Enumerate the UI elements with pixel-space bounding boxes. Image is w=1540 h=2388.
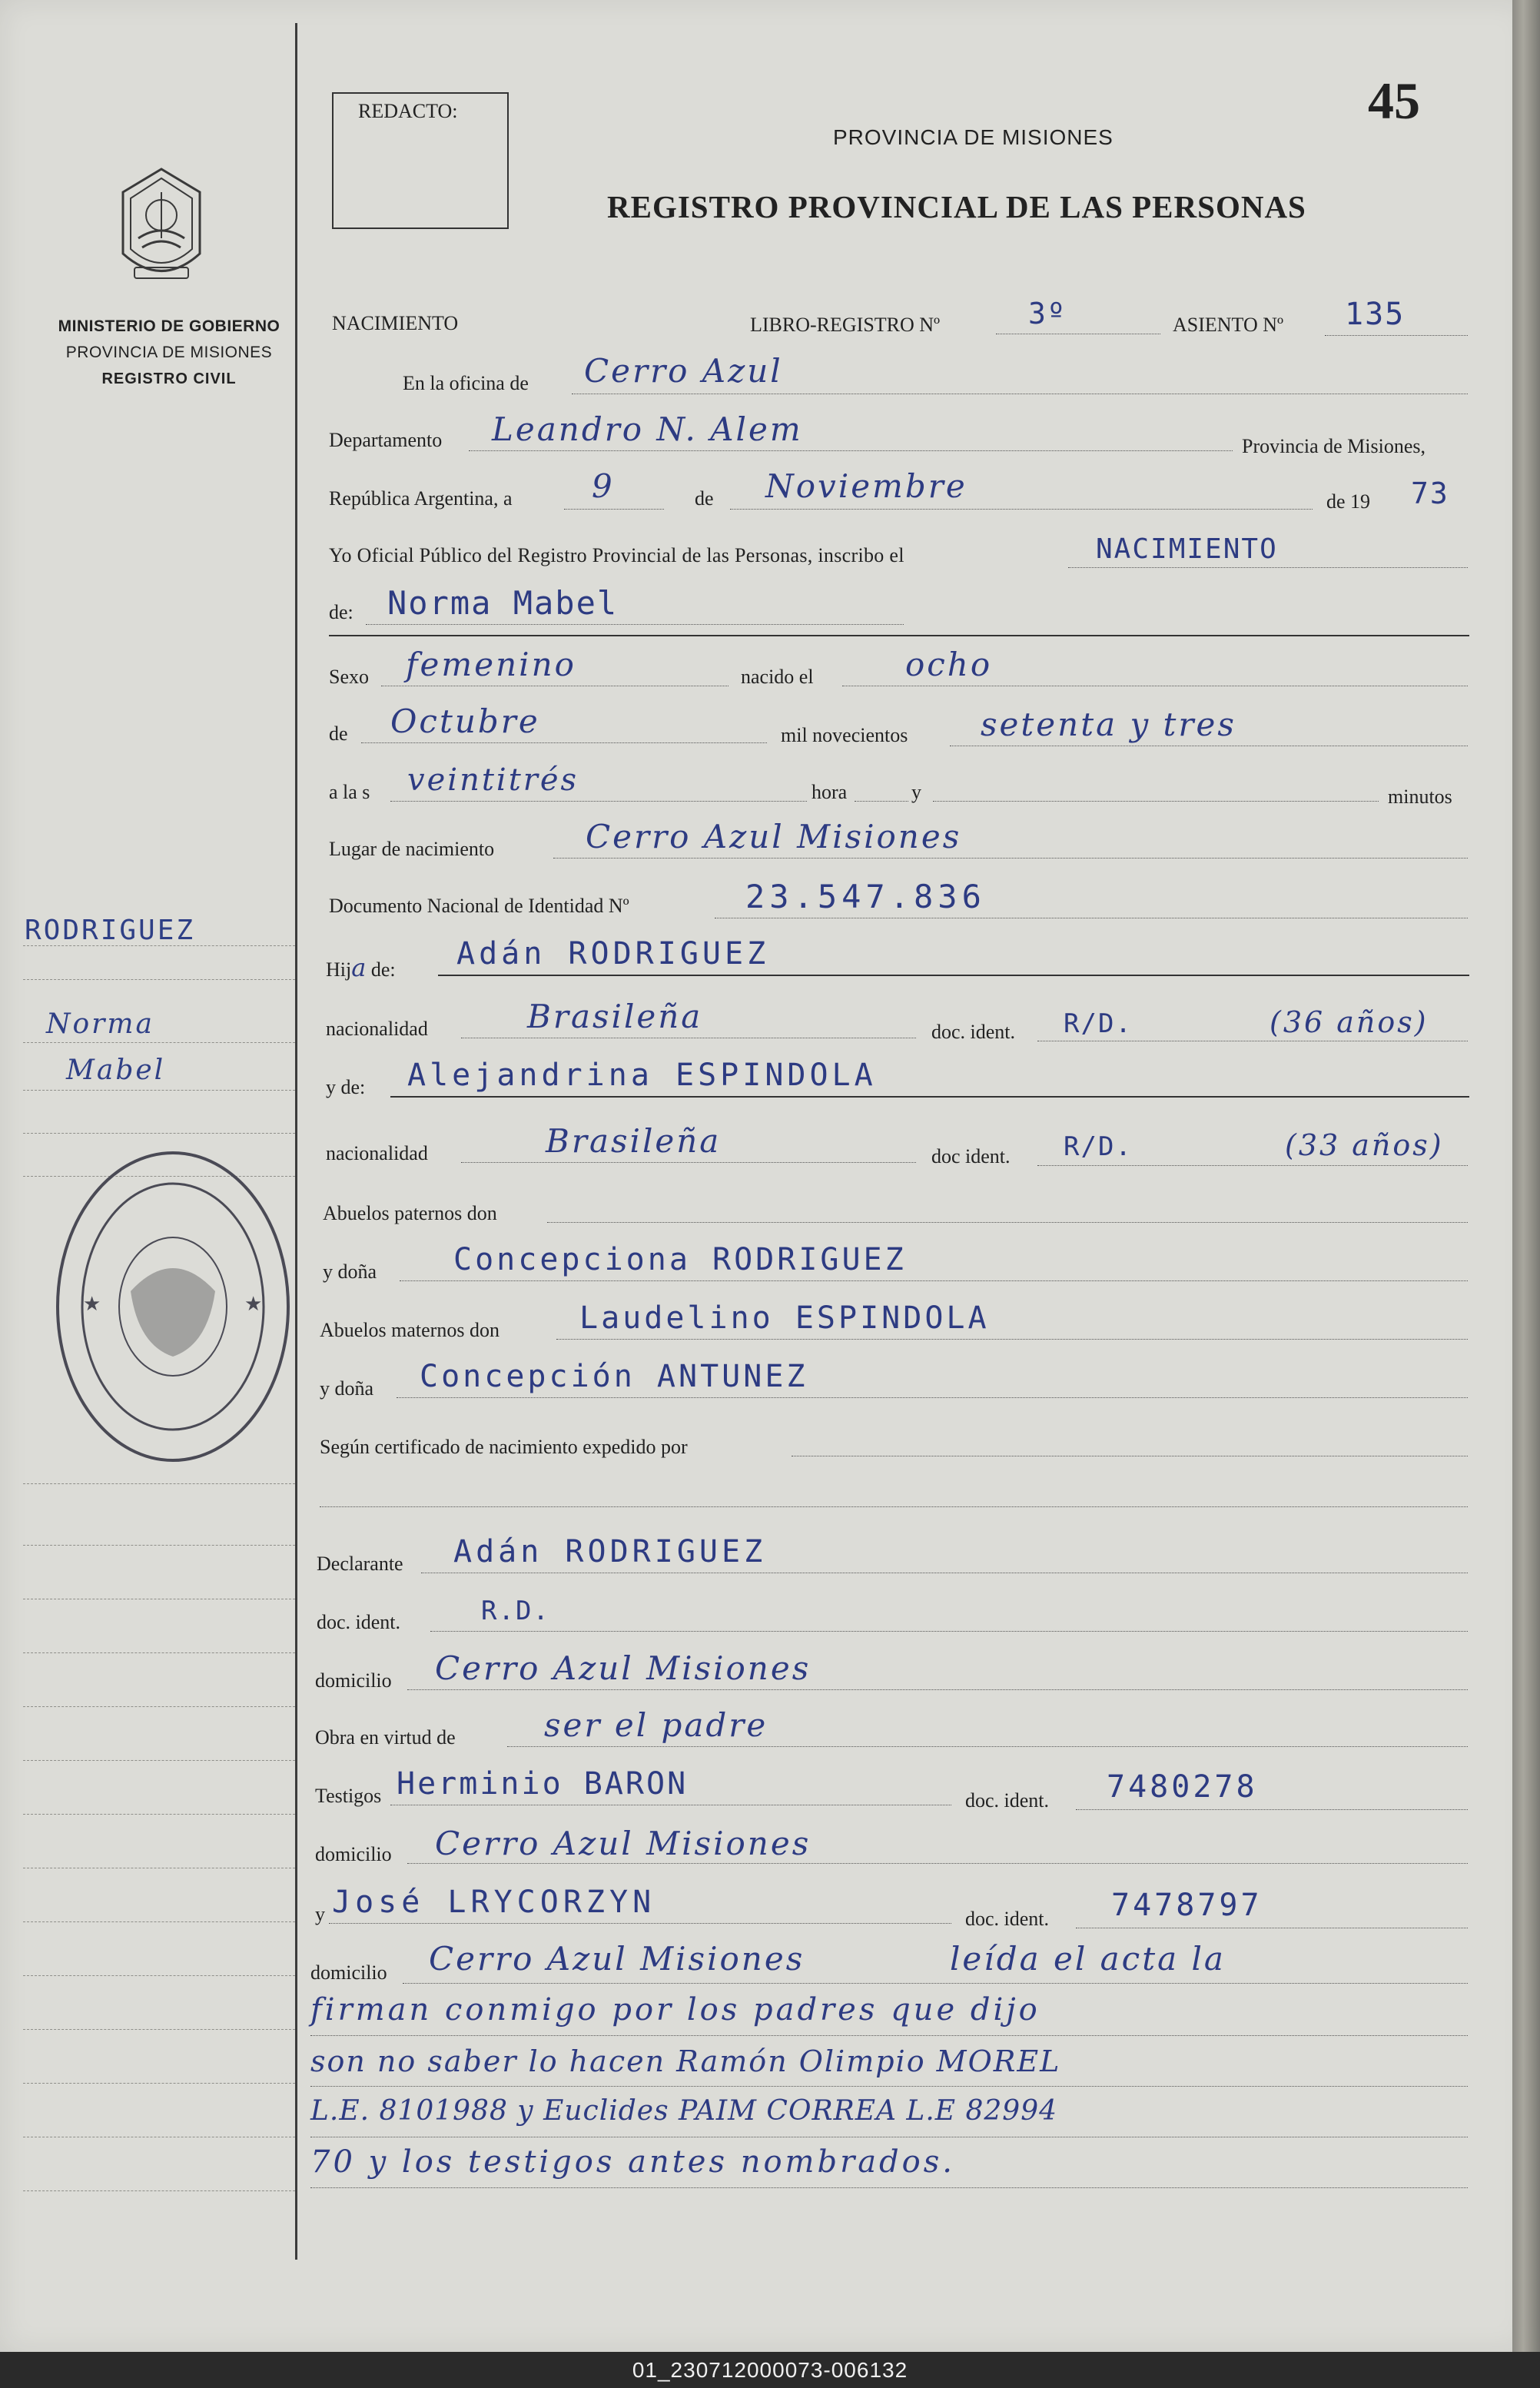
image-id-label: 01_230712000073-006132 bbox=[632, 2358, 908, 2382]
docid-3-value: R.D. bbox=[481, 1596, 550, 1626]
hijo-label-b: a bbox=[351, 953, 367, 982]
margin-surname: RODRIGUEZ bbox=[25, 915, 196, 946]
hijo-label bbox=[326, 953, 396, 982]
ministry-line3: REGISTRO CIVIL bbox=[101, 370, 237, 387]
libro-label: LIBRO-REGISTRO Nº bbox=[750, 314, 941, 336]
de-label: de bbox=[695, 487, 714, 510]
notes-line-4: L.E. 8101988 y Euclides PAIM CORREA L.E 82994 bbox=[310, 2095, 1058, 2127]
notes-line-3: son no saber lo hacen Ramón Olimpio MOREL bbox=[310, 2044, 1061, 2078]
notes-line-1: leída el acta la bbox=[950, 1940, 1226, 1978]
provincial-emblem-icon bbox=[108, 161, 215, 292]
docid-1-value: R/D. bbox=[1064, 1008, 1133, 1039]
de-nombre-label: de: bbox=[329, 601, 353, 623]
padre-value: Adán RODRIGUEZ bbox=[456, 936, 770, 971]
domicilio-2-value: Cerro Azul Misiones bbox=[435, 1825, 811, 1862]
nacionalidad-2-label: nacionalidad bbox=[326, 1142, 428, 1164]
docid-5-label: doc. ident. bbox=[965, 1908, 1050, 1930]
province-heading: PROVINCIA DE MISIONES bbox=[833, 125, 1114, 149]
oficina-value: Cerro Azul bbox=[584, 352, 783, 390]
hijo-label-a: Hij bbox=[326, 958, 352, 981]
y-label: y bbox=[911, 781, 921, 803]
book-spine bbox=[1512, 0, 1540, 2352]
ministry-line2: PROVINCIA DE MISIONES bbox=[65, 344, 273, 361]
alas-label: a la s bbox=[329, 781, 370, 803]
domicilio-1-value: Cerro Azul Misiones bbox=[435, 1649, 811, 1687]
inscribo-value: NACIMIENTO bbox=[1096, 533, 1278, 565]
de19-label: de 19 bbox=[1326, 490, 1371, 513]
segun-label: Según certificado de nacimiento expedido por bbox=[320, 1436, 688, 1458]
edad-1-value: (36 años) bbox=[1270, 1005, 1429, 1039]
anio-value: 73 bbox=[1411, 477, 1449, 510]
republica-label: República Argentina, a bbox=[329, 487, 513, 510]
de2-label: de bbox=[329, 722, 348, 745]
ydona-1-label: y doña bbox=[323, 1260, 377, 1283]
margin-divider bbox=[295, 23, 297, 2260]
testigo-2-value: José LRYCORZYN bbox=[332, 1885, 656, 1920]
asiento-value: 135 bbox=[1345, 297, 1406, 332]
mil-value: setenta y tres bbox=[981, 706, 1236, 743]
provincia-label: Provincia de Misiones, bbox=[1242, 435, 1426, 457]
abuelos-maternos-label: Abuelos maternos don bbox=[320, 1319, 500, 1341]
sexo-label: Sexo bbox=[329, 666, 369, 688]
redacto-label: REDACTO: bbox=[358, 100, 458, 122]
hijo-label-c: de: bbox=[370, 958, 396, 981]
ministry-header bbox=[31, 314, 307, 392]
testigo-1-value: Herminio BARON bbox=[397, 1766, 689, 1802]
docid-5-value: 7478797 bbox=[1111, 1888, 1263, 1923]
page-number: 45 bbox=[1368, 71, 1420, 130]
nacido-value: ocho bbox=[905, 646, 993, 683]
departamento-value: Leandro N. Alem bbox=[492, 410, 803, 448]
mes2-value: Octubre bbox=[390, 702, 540, 740]
asiento-label: ASIENTO Nº bbox=[1173, 314, 1284, 336]
nacionalidad-2-value: Brasileña bbox=[546, 1122, 722, 1160]
madre-value: Alejandrina ESPINDOLA bbox=[407, 1058, 877, 1093]
domicilio-3-label: domicilio bbox=[310, 1961, 387, 1984]
ministry-line1: MINISTERIO DE GOBIERNO bbox=[58, 317, 280, 335]
domicilio-3-value: Cerro Azul Misiones bbox=[429, 1940, 805, 1978]
svg-text:★: ★ bbox=[83, 1293, 101, 1316]
abuelo-materno-value: Laudelino ESPINDOLA bbox=[579, 1300, 990, 1336]
registry-title: REGISTRO PROVINCIAL DE LAS PERSONAS bbox=[607, 189, 1306, 224]
redacto-box bbox=[332, 92, 509, 229]
docid-2-label: doc ident. bbox=[931, 1145, 1011, 1167]
abuela-paterna-value: Concepciona RODRIGUEZ bbox=[453, 1242, 907, 1277]
abuelos-paternos-label: Abuelos paternos don bbox=[323, 1202, 497, 1224]
footer-bar bbox=[0, 2352, 1540, 2388]
dia-value: 9 bbox=[592, 467, 615, 505]
docid-4-value: 7480278 bbox=[1107, 1769, 1258, 1805]
nacionalidad-1-label: nacionalidad bbox=[326, 1018, 428, 1040]
mil-label: mil novecientos bbox=[781, 724, 908, 746]
docid-2-value: R/D. bbox=[1064, 1131, 1133, 1162]
hora-value: veintitrés bbox=[407, 762, 579, 798]
nacimiento-label: NACIMIENTO bbox=[332, 312, 459, 334]
nombre-value: Norma Mabel bbox=[387, 584, 619, 622]
sexo-value: femenino bbox=[406, 646, 576, 683]
declarante-value: Adán RODRIGUEZ bbox=[453, 1534, 767, 1569]
dni-label: Documento Nacional de Identidad Nº bbox=[329, 895, 629, 917]
dni-value: 23.547.836 bbox=[745, 878, 986, 915]
nacido-label: nacido el bbox=[741, 666, 814, 688]
minutos-label: minutos bbox=[1388, 785, 1452, 808]
lugar-label: Lugar de nacimiento bbox=[329, 838, 495, 860]
oficina-label: En la oficina de bbox=[403, 372, 529, 394]
margin-given-1: Norma bbox=[46, 1008, 154, 1040]
inscribo-label: Yo Oficial Público del Registro Provincial de las Personas, inscribo el bbox=[329, 544, 904, 566]
domicilio-1-label: domicilio bbox=[315, 1669, 392, 1692]
registry-seal-stamp-icon bbox=[46, 1145, 300, 1468]
docid-3-label: doc. ident. bbox=[317, 1611, 401, 1633]
nacionalidad-1-value: Brasileña bbox=[527, 998, 703, 1035]
testigos-label: Testigos bbox=[315, 1785, 382, 1807]
ydona-2-label: y doña bbox=[320, 1377, 374, 1400]
libro-value: 3º bbox=[1028, 297, 1067, 330]
notes-line-2: firman conmigo por los padres que dijo bbox=[310, 1992, 1040, 2028]
y2-label: y bbox=[315, 1903, 325, 1925]
margin-given-2: Mabel bbox=[66, 1055, 166, 1086]
departamento-label: Departamento bbox=[329, 429, 443, 451]
obra-label: Obra en virtud de bbox=[315, 1726, 456, 1749]
mes-value: Noviembre bbox=[765, 467, 967, 505]
notes-line-5: 70 y los testigos antes nombrados. bbox=[310, 2144, 955, 2180]
hora-label: hora bbox=[811, 781, 848, 803]
domicilio-2-label: domicilio bbox=[315, 1843, 392, 1865]
lugar-value: Cerro Azul Misiones bbox=[586, 818, 962, 855]
declarante-label: Declarante bbox=[317, 1553, 403, 1575]
abuela-materna-value: Concepción ANTUNEZ bbox=[420, 1359, 808, 1394]
svg-text:★: ★ bbox=[244, 1293, 263, 1316]
obra-value: ser el padre bbox=[544, 1706, 768, 1744]
docid-1-label: doc. ident. bbox=[931, 1021, 1016, 1043]
yde-label: y de: bbox=[326, 1076, 366, 1098]
docid-4-label: doc. ident. bbox=[965, 1789, 1050, 1812]
edad-2-value: (33 años) bbox=[1285, 1128, 1444, 1162]
